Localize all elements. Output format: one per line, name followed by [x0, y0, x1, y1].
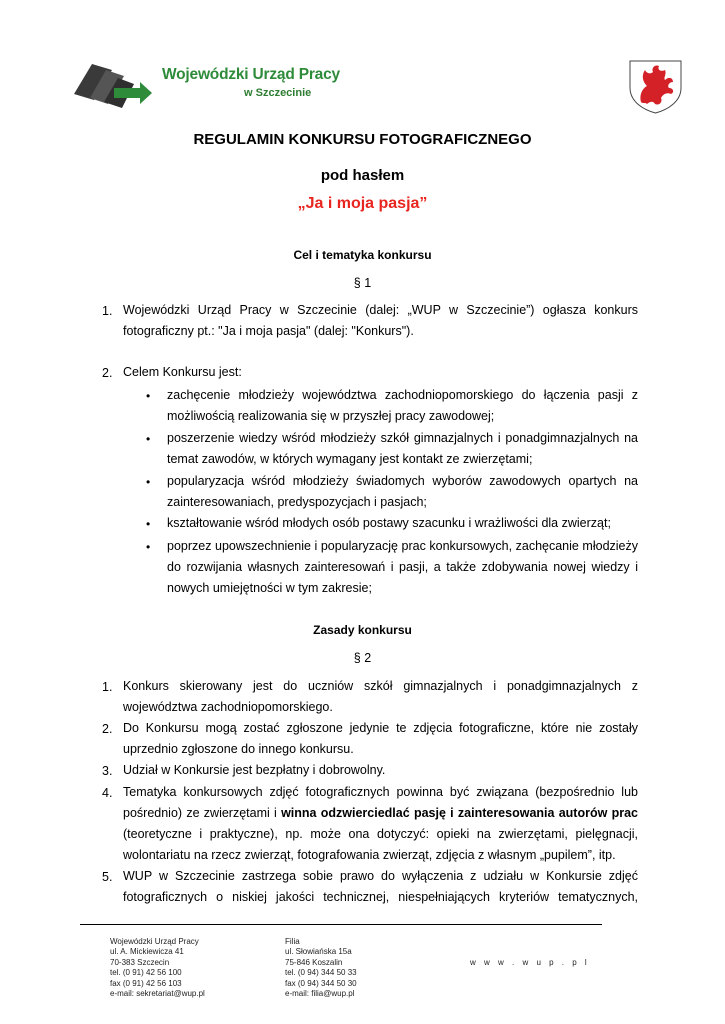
- section1-item2: Celem Konkursu jest:: [123, 365, 242, 379]
- footer-line: 75-846 Koszalin: [285, 957, 343, 967]
- footer-line: Filia: [285, 937, 300, 946]
- item-number: 5.: [102, 870, 113, 884]
- logo-line1: Wojewódzki Urząd Pracy: [162, 66, 340, 83]
- footer-line: tel. (0 91) 42 56 100: [110, 968, 182, 978]
- rule-item: WUP w Szczecinie zastrzega sobie prawo do wyłączenia z udziału w Konkursie zdjęć fotograficznych o niskiej jakości technicznej, niespełniających kryteriów tematycznych,: [123, 869, 638, 904]
- bullet: •: [146, 389, 151, 403]
- footer-line: fax (0 91) 42 56 103: [110, 978, 182, 988]
- goal-bullet: zachęcenie młodzieży województwa zachodniopomorskiego do łączenia pasji z możliwością realizowania się w przyszłej pracy zawodowej;: [167, 388, 638, 423]
- footer-divider: [80, 924, 602, 925]
- item-number: 1.: [102, 304, 113, 318]
- rule-item: Do Konkursu mogą zostać zgłoszone jedynie te zdjęcia fotograficzne, które nie zostały uprzednio zgłoszone do innego konkursu.: [123, 721, 638, 756]
- contest-motto: „Ja i moja pasja”: [297, 195, 428, 212]
- section2-paragraph: § 2: [353, 651, 372, 665]
- bullet: •: [146, 517, 151, 531]
- footer-main-office: [110, 937, 205, 999]
- website-link[interactable]: w w w . w u p . p l: [470, 958, 590, 967]
- document-title: REGULAMIN KONKURSU FOTOGRAFICZNEGO: [193, 131, 532, 148]
- item-number: 3.: [102, 764, 113, 778]
- footer-email[interactable]: e-mail: sekretariat@wup.pl: [110, 989, 205, 999]
- goal-bullet: poszerzenie wiedzy wśród młodzieży szkół gimnazjalnych i ponadgimnazjalnych na temat zawodów, w których wymagany jest kontakt ze zwierzętami;: [167, 431, 638, 466]
- logo-line2: w Szczecinie: [244, 87, 312, 99]
- item-number: 4.: [102, 786, 113, 800]
- rule-item-bold-text: winna odzwierciedlać pasję i zainteresowania autorów prac: [281, 806, 638, 820]
- bullet: •: [146, 475, 151, 489]
- footer-line: ul. A. Mickiewicza 41: [110, 947, 184, 957]
- section1-item1: Wojewódzki Urząd Pracy w Szczecinie (dalej: „WUP w Szczecinie”) ogłasza konkurs fotograficzny pt.: "Ja i moja pasja" (dalej: "Konkurs").: [123, 303, 638, 338]
- rule-item-text: (teoretyczne i praktyczne), np. może ona dotyczyć: opieki na zwierzętami, pielęgnacji, wolontariatu na rzecz zwierząt, fotografowania zwierząt, zdjęcia z własnym „pupilem”, itp.: [123, 827, 638, 862]
- bullet: •: [146, 540, 151, 554]
- item-number: 2.: [102, 722, 113, 736]
- section2-heading: Zasady konkursu: [313, 623, 412, 637]
- section1-paragraph: § 1: [353, 276, 372, 290]
- footer-branch-office: [285, 937, 357, 999]
- item-number: 1.: [102, 680, 113, 694]
- goal-bullet: kształtowanie wśród młodych osób postawy szacunku i wrażliwości dla zwierząt;: [167, 516, 611, 530]
- footer-line: Wojewódzki Urząd Pracy: [110, 937, 199, 946]
- rule-item: [123, 782, 638, 866]
- griffin-crest-icon: [627, 58, 684, 114]
- footer-line: tel. (0 94) 344 50 33: [285, 968, 357, 978]
- footer-line: ul. Słowiańska 15a: [285, 947, 352, 957]
- section1-heading: Cel i tematyka konkursu: [293, 248, 432, 262]
- rule-item: Konkurs skierowany jest do uczniów szkół gimnazjalnych i ponadgimnazjalnych z województwa zachodniopomorskiego.: [123, 679, 638, 714]
- footer-line: fax (0 94) 344 50 30: [285, 978, 357, 988]
- rule-item: Udział w Konkursie jest bezpłatny i dobrowolny.: [123, 763, 386, 777]
- rule-item-text: Tematyka konkursowych zdjęć fotograficznych powinna być związana (bezpośrednio lub pośrednio) ze zwierzętami i: [123, 785, 638, 820]
- bullet: •: [146, 432, 151, 446]
- document-subtitle: pod hasłem: [320, 167, 405, 184]
- footer-email[interactable]: e-mail: filia@wup.pl: [285, 989, 355, 999]
- item-number: 2.: [102, 366, 113, 380]
- goal-bullet: popularyzacja wśród młodzieży świadomych wyborów zawodowych opartych na zainteresowaniach, predyspozycjach i pasjach;: [167, 474, 638, 509]
- footer-line: 70-383 Szczecin: [110, 957, 170, 967]
- goal-bullet: poprzez upowszechnienie i popularyzację prac konkursowych, zachęcanie młodzieży do rozwijania własnych zainteresowań i pasji, a także zdobywania nowej wiedzy i nowych umiejętności w tym zakresie;: [167, 539, 638, 595]
